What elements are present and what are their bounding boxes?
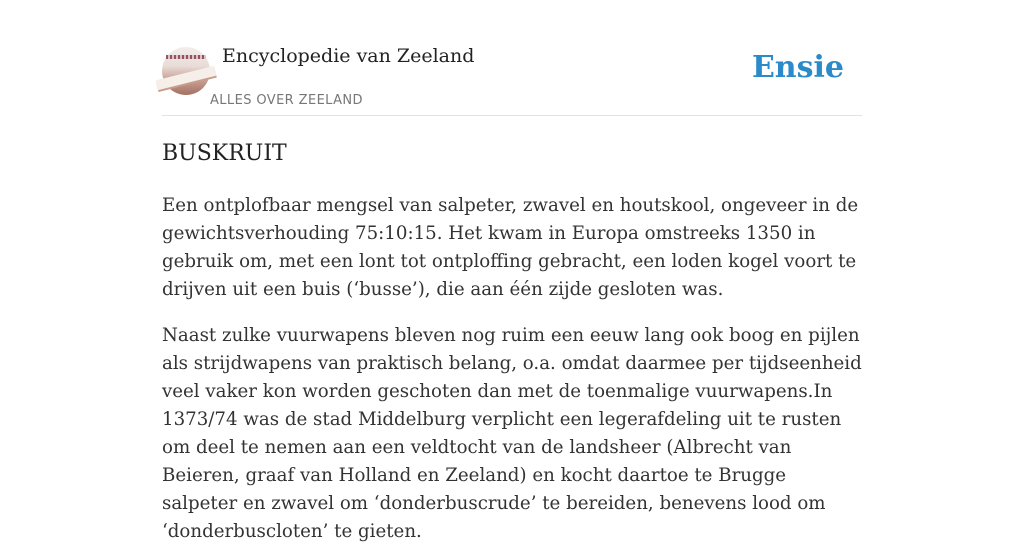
site-title[interactable]: Encyclopedie van Zeeland (222, 45, 475, 67)
site-subtitle: ALLES OVER ZEELAND (210, 93, 363, 108)
avatar-band (166, 55, 206, 59)
article (162, 138, 862, 546)
site-header (162, 40, 862, 116)
article-paragraph: Een ontplofbaar mengsel van salpeter, zwavel en houtskool, ongeveer in de gewichtsverhouding 75:10:15. Het kwam in Europa omstreeks 1350 in gebruik om, met een lont tot ontploffing gebracht, een loden kogel voort te drijven uit een buis (‘busse’), die aan één zijde gesloten was. (162, 195, 859, 300)
article-title: BUSKRUIT (162, 141, 287, 166)
ensie-logo[interactable]: Ensie (751, 50, 844, 85)
avatar-paper (156, 66, 217, 90)
article-paragraph: Naast zulke vuurwapens bleven nog ruim een eeuw lang ook boog en pijlen als strijdwapens van praktisch belang, o.a. omdat daarmee per tijdseenheid veel vaker kon worden geschoten dan met de toenmalige vuurwapens.In 1373/74 was de stad Middelburg verplicht een legerafdeling uit te rusten om deel te nemen aan een veldtocht van de landsheer (Albrecht van Beieren, graaf van Holland en Zeeland) en kocht daartoe te Brugge salpeter en zwavel om ‘donderbuscrude’ te bereiden, benevens lood om ‘donderbuscloten’ te gieten. (162, 325, 862, 542)
site-avatar[interactable] (162, 47, 210, 95)
